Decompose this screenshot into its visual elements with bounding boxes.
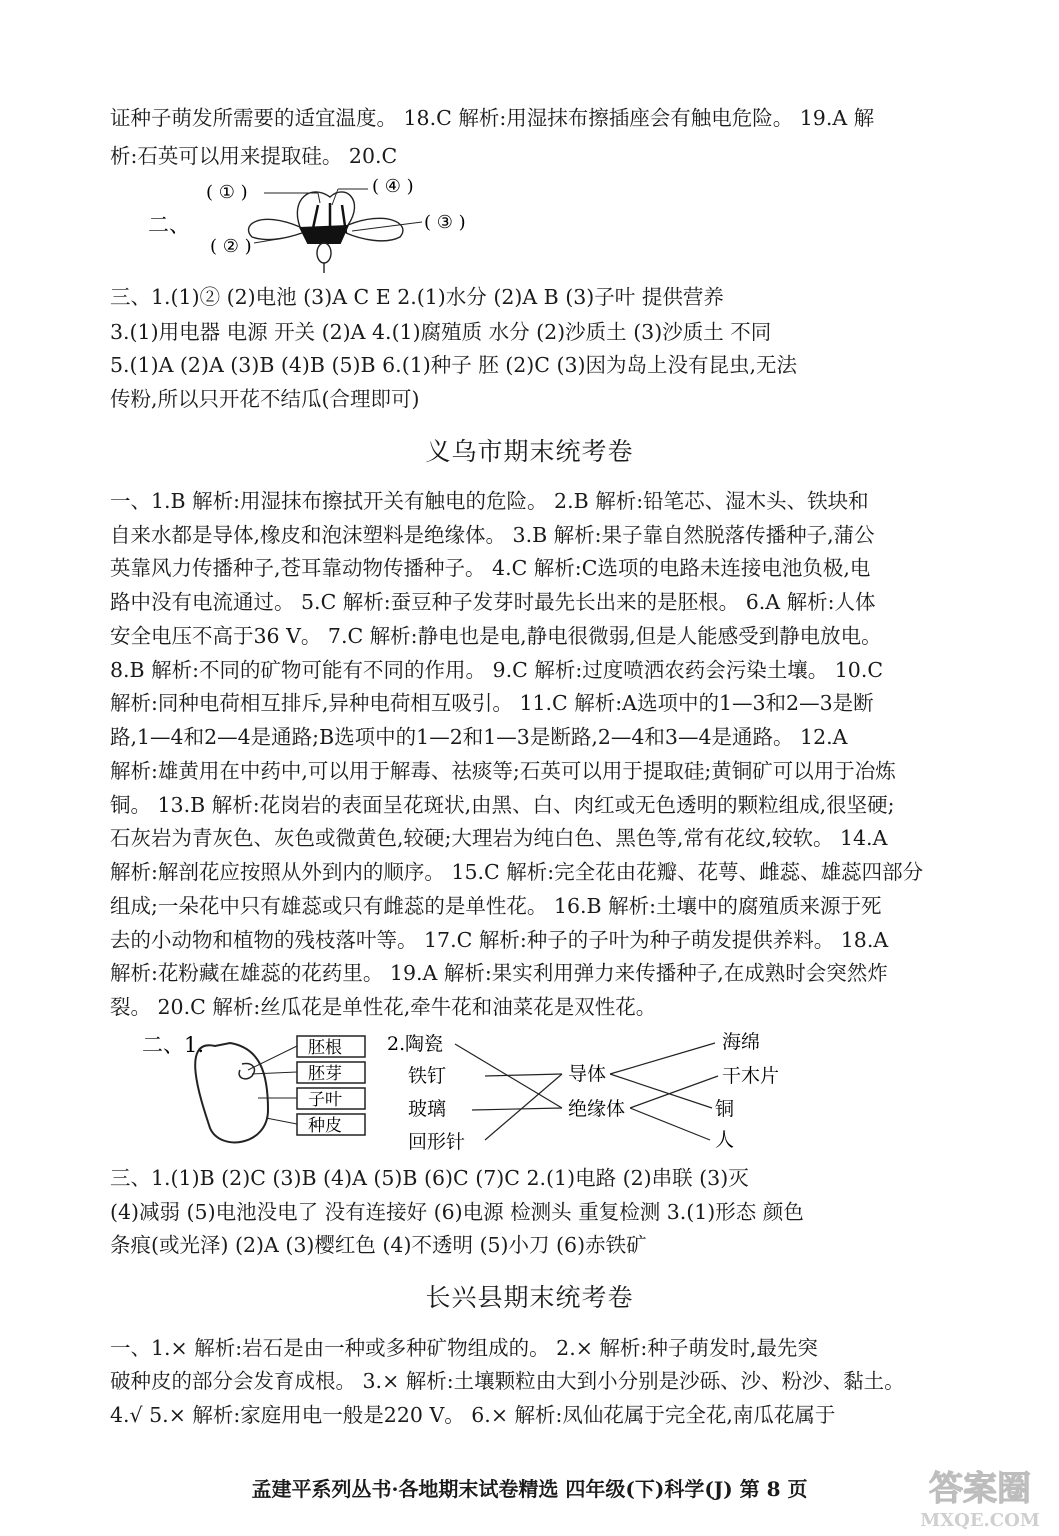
text-line: 一、1.B 解析:用湿抹布擦拭开关有触电的危险。 2.B 解析:铅笔芯、湿木头、铁块和 [110, 489, 869, 513]
text-line: 3.(1)用电器 电源 开关 (2)A 4.(1)腐殖质 水分 (2)沙质土 (3)沙质土 不同 [110, 320, 772, 344]
matching-line [630, 1108, 710, 1140]
text-line: 4.√ 5.× 解析:家庭用电一般是220 V。 6.× 解析:凤仙花属于完全花,南瓜花属于 [110, 1403, 836, 1427]
text-line: 安全电压不高于36 V。 7.C 解析:静电也是电,静电很微弱,但是人能感受到静电放电。 [110, 624, 882, 648]
matching-question-number: 2. [387, 1033, 406, 1055]
text-line: 英靠风力传播种子,苍耳靠动物传播种子。 4.C 解析:C选项的电路未连接电池负极,电 [110, 556, 871, 580]
seed-part-radicle: 胚根 [308, 1038, 342, 1058]
flower-label-2: ( ② ) [210, 236, 252, 257]
text-line: 析:石英可以用来提取硅。 20.C [110, 144, 398, 168]
matching-mid-item: 导体 [568, 1063, 607, 1085]
text-line: 条痕(或光泽) (2)A (3)樱红色 (4)不透明 (5)小刀 (6)赤铁矿 [110, 1233, 647, 1257]
section-title-yiwu: 义乌市期末统考卷 [425, 437, 634, 466]
seed-part-plumule: 胚芽 [308, 1064, 342, 1084]
text-line: 路中没有电流通过。 5.C 解析:蚕豆种子发芽时最先长出来的是胚根。 6.A 解析:人体 [110, 590, 876, 614]
text-line: 一、1.× 解析:岩石是由一种或多种矿物组成的。 2.× 解析:种子萌发时,最先突 [110, 1336, 818, 1360]
watermark-text: 答案圈 [929, 1469, 1031, 1509]
text-line: 三、1.(1)② (2)电池 (3)A C E 2.(1)水分 (2)A B (3)子叶 提供营养 [110, 285, 724, 309]
text-line: 传粉,所以只开花不结瓜(合理即可) [110, 387, 420, 411]
text-line: 三、1.(1)B (2)C (3)B (4)A (5)B (6)C (7)C 2.(1)电路 (2)串联 (3)灭 [110, 1166, 749, 1190]
matching-line [630, 1076, 718, 1108]
seed-part-cotyledon: 子叶 [308, 1090, 342, 1110]
text-line: 解析:解剖花应按照从外到内的顺序。 15.C 解析:完全花由花瓣、花萼、雌蕊、雄蕊四部分 [110, 860, 924, 884]
text-line: 石灰岩为青灰色、灰色或微黄色,较硬;大理岩为纯白色、黑色等,常有花纹,较软。 14.A [110, 826, 888, 850]
matching-line [610, 1074, 712, 1108]
text-line: 路,1—4和2—4是通路;B选项中的1—2和1—3是断路,2—4和3—4是通路。 12.A [110, 725, 848, 749]
matching-line [485, 1074, 562, 1076]
text-line: 破种皮的部分会发育成根。 3.× 解析:土壤颗粒由大到小分别是沙砾、沙、粉沙、黏土。 [110, 1369, 905, 1393]
flower-diagram [140, 175, 480, 275]
matching-left-item: 陶瓷 [405, 1033, 444, 1055]
matching-line [472, 1108, 562, 1110]
text-line: 解析:雄黄用在中药中,可以用于解毒、祛痰等;石英可以用于提取硅;黄铜矿可以用于冶炼 [110, 759, 896, 783]
flower-label-4: ( ④ ) [372, 176, 414, 197]
text-line: 解析:花粉藏在雄蕊的花药里。 19.A 解析:果实利用弹力来传播种子,在成熟时会突然炸 [110, 961, 888, 985]
matching-line [610, 1043, 715, 1074]
section-two-label: 二、1. [142, 1033, 205, 1057]
flower-label-3: ( ③ ) [424, 212, 466, 233]
matching-right-item: 铜 [715, 1098, 735, 1120]
text-line: 5.(1)A (2)A (3)B (4)B (5)B 6.(1)种子 胚 (2)C (3)因为岛上没有昆虫,无法 [110, 353, 798, 377]
matching-left-item: 回形针 [408, 1131, 466, 1153]
watermark-logo [905, 1462, 1055, 1532]
matching-line [485, 1074, 562, 1140]
section-two-label: 二、 [148, 213, 190, 237]
page-footer: 孟建平系列丛书·各地期末试卷精选 四年级(下)科学(J) 第 8 页 [251, 1477, 808, 1501]
flower-label-1: ( ① ) [206, 182, 248, 203]
text-line: 组成;一朵花中只有雄蕊或只有雌蕊的是单性花。 16.B 解析:土壤中的腐殖质来源于死 [110, 894, 882, 918]
matching-line [455, 1044, 562, 1108]
text-line: 自来水都是导体,橡皮和泡沫塑料是绝缘体。 3.B 解析:果子靠自然脱落传播种子,蒲公 [110, 523, 875, 547]
text-line: 证种子萌发所需要的适宜温度。 18.C 解析:用湿抹布擦插座会有触电危险。 19.A 解 [110, 106, 875, 130]
matching-left-item: 铁钉 [408, 1065, 447, 1087]
seed-matching-diagram [140, 1028, 810, 1156]
matching-left-item: 玻璃 [408, 1098, 447, 1120]
text-line: 去的小动物和植物的残枝落叶等。 17.C 解析:种子的子叶为种子萌发提供养料。 18.A [110, 928, 889, 952]
text-line: 8.B 解析:不同的矿物可能有不同的作用。 9.C 解析:过度喷洒农药会污染土壤。 10.C [110, 658, 884, 682]
matching-mid-item: 绝缘体 [568, 1098, 626, 1120]
text-line: 解析:同种电荷相互排斥,异种电荷相互吸引。 11.C 解析:A选项中的1—3和2—3是断 [110, 691, 874, 715]
seed-part-coat: 种皮 [308, 1116, 342, 1136]
text-line: (4)减弱 (5)电池没电了 没有连接好 (6)电源 检测头 重复检测 3.(1)形态 颜色 [110, 1200, 804, 1224]
watermark-url: MXQE.COM [920, 1510, 1040, 1531]
matching-right-item: 海绵 [722, 1031, 761, 1053]
text-line: 裂。 20.C 解析:丝瓜花是单性花,牵牛花和油菜花是双性花。 [110, 995, 657, 1019]
matching-right-item: 人 [715, 1129, 735, 1151]
text-line: 铜。 13.B 解析:花岗岩的表面呈花斑状,由黑、白、肉红或无色透明的颗粒组成,很坚硬; [110, 793, 895, 817]
section-title-changxing: 长兴县期末统考卷 [425, 1283, 634, 1312]
matching-right-item: 干木片 [722, 1065, 780, 1087]
